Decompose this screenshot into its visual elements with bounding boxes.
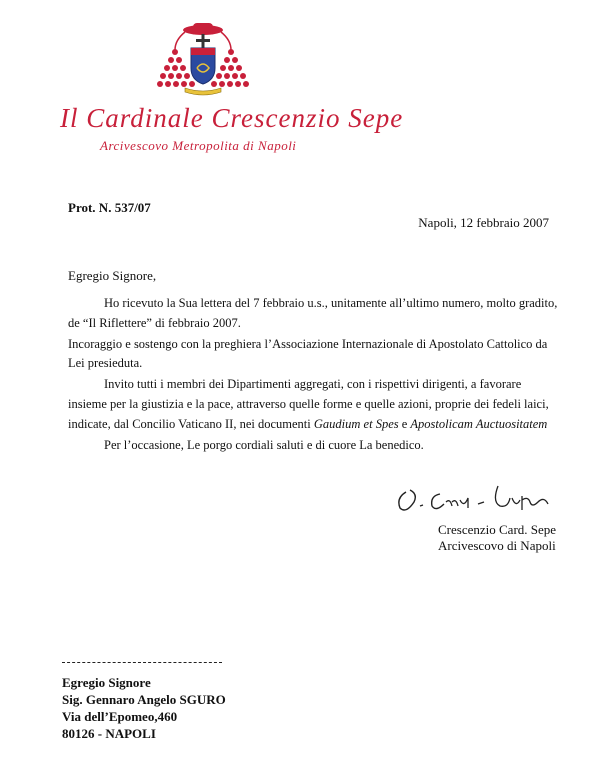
letterhead-role: Arcivescovo Metropolita di Napoli <box>100 138 297 153</box>
signer-name: Crescenzio Card. Sepe <box>438 522 557 537</box>
address-line-4: 80126 - NAPOLI <box>62 726 156 741</box>
address-line-1: Egregio Signore <box>62 675 151 690</box>
signer-title: Arcivescovo di Napoli <box>438 538 556 553</box>
document-title-gaudium: Gaudium et Spes <box>313 416 399 431</box>
address-divider <box>62 662 222 663</box>
paragraph-1: Ho ricevuto la Sua lettera del 7 febbraio u.s., unitamente all’ultimo numero, molto gradito, de “Il Riflettere” di febbraio 2007. <box>68 296 558 330</box>
signer-block <box>438 522 556 554</box>
letter-body <box>68 294 558 456</box>
salutation: Egregio Signore, <box>68 268 157 283</box>
recipient-address <box>62 674 226 742</box>
document-title-apostolicam: Apostolicam Auctuositatem <box>410 416 548 431</box>
protocol-number: Prot. N. 537/07 <box>68 200 151 215</box>
letterhead-name: Il Cardinale Crescenzio Sepe <box>60 103 404 133</box>
handwritten-signature <box>388 478 558 518</box>
cardinal-coat-of-arms-logo <box>155 20 251 96</box>
address-line-3: Via dell’Epomeo,460 <box>62 709 178 724</box>
paragraph-2: Incoraggio e sostengo con la preghiera l’Associazione Internazionale di Apostolato Cattolico da Lei presieduta. <box>68 336 548 371</box>
conjunction: e <box>398 416 411 431</box>
letter-date: Napoli, 12 febbraio 2007 <box>418 215 549 230</box>
paragraph-3 <box>68 375 558 434</box>
paragraph-3-text: Invito tutti i membri dei Dipartimenti aggregati, con i rispettivi dirigenti, a favorare insieme per la giustizia e la pace, attraverso quelle forme e quelle azioni, proprie dei fedeli laici, indicate, dal Concilio Vaticano II, nei documenti <box>68 377 549 431</box>
paragraph-4: Per l’occasione, Le porgo cordiali saluti e di cuore La benedico. <box>104 437 424 452</box>
address-line-2: Sig. Gennaro Angelo SGURO <box>62 692 226 707</box>
